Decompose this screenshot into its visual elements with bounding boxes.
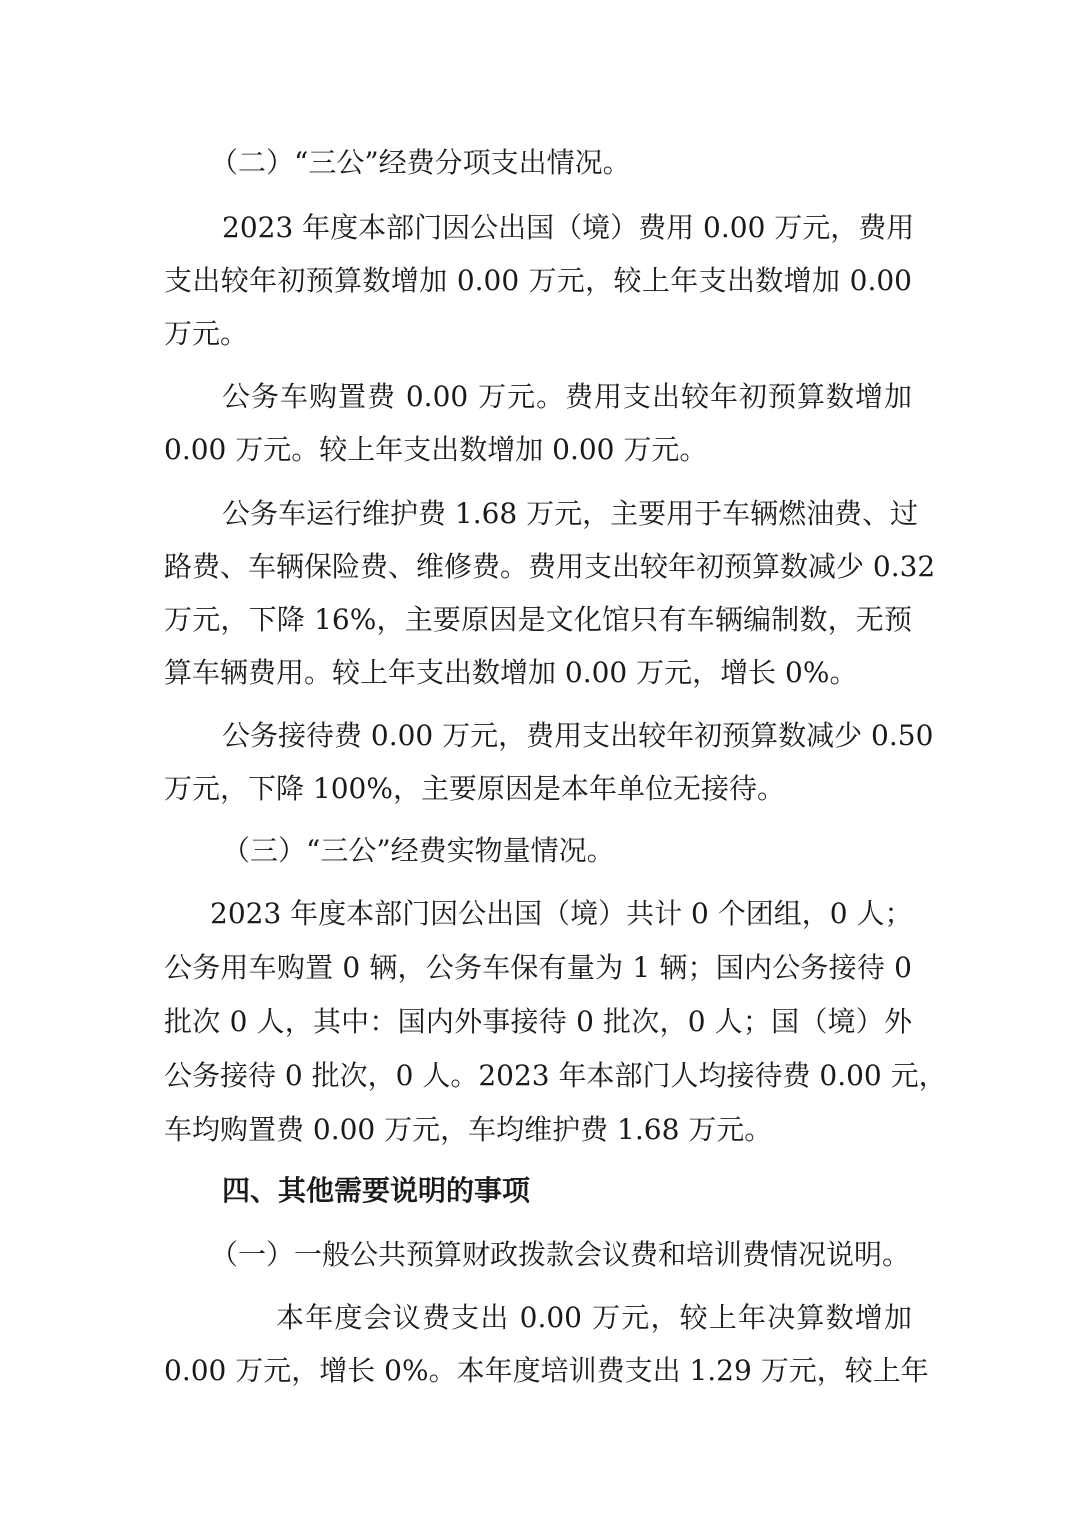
section-heading-other-matters: 四、其他需要说明的事项 <box>222 1174 531 1207</box>
paragraph-physical-line-1: 2023 年度本部门因公出国（境）共计 0 个团组，0 人； <box>210 897 913 930</box>
paragraph-overseas-line-3: 万元。 <box>164 317 249 350</box>
paragraph-vehicle-operation-line-4: 算车辆费用。较上年支出数增加 0.00 万元，增长 0%。 <box>164 656 858 689</box>
subheading-three-public-physical: （三）“三公”经费实物量情况。 <box>222 834 615 867</box>
subheading-three-public-itemized: （二）“三公”经费分项支出情况。 <box>210 146 631 179</box>
paragraph-reception-line-1: 公务接待费 0.00 万元，费用支出较年初预算数减少 0.50 <box>222 719 934 752</box>
paragraph-physical-line-5: 车均购置费 0.00 万元，车均维护费 1.68 万元。 <box>164 1113 773 1146</box>
paragraph-vehicle-operation-line-1: 公务车运行维护费 1.68 万元，主要用于车辆燃油费、过 <box>222 497 919 530</box>
paragraph-vehicle-operation-line-2: 路费、车辆保险费、维修费。费用支出较年初预算数减少 0.32 <box>164 550 936 583</box>
paragraph-vehicle-purchase-line-2: 0.00 万元。较上年支出数增加 0.00 万元。 <box>164 433 708 466</box>
paragraph-overseas-line-2: 支出较年初预算数增加 0.00 万元，较上年支出数增加 0.00 <box>164 264 912 297</box>
paragraph-vehicle-operation-line-3: 万元，下降 16%，主要原因是文化馆只有车辆编制数，无预 <box>164 603 912 636</box>
paragraph-vehicle-purchase-line-1: 公务车购置费 0.00 万元。费用支出较年初预算数增加 <box>222 380 912 413</box>
paragraph-physical-line-4: 公务接待 0 批次，0 人。2023 年本部门人均接待费 0.00 元， <box>164 1059 947 1092</box>
paragraph-overseas-line-1: 2023 年度本部门因公出国（境）费用 0.00 万元，费用 <box>222 211 915 244</box>
paragraph-reception-line-2: 万元，下降 100%，主要原因是本年单位无接待。 <box>164 772 785 805</box>
paragraph-physical-line-3: 批次 0 人，其中：国内外事接待 0 批次，0 人；国（境）外 <box>164 1005 912 1038</box>
paragraph-physical-line-2: 公务用车购置 0 辆，公务车保有量为 1 辆；国内公务接待 0 <box>164 951 912 984</box>
paragraph-meeting-line-1: 本年度会议费支出 0.00 万元，较上年决算数增加 <box>276 1301 912 1334</box>
paragraph-meeting-line-2: 0.00 万元，增长 0%。本年度培训费支出 1.29 万元，较上年 <box>164 1354 929 1387</box>
subheading-meeting-training: （一）一般公共预算财政拨款会议费和培训费情况说明。 <box>210 1238 911 1271</box>
